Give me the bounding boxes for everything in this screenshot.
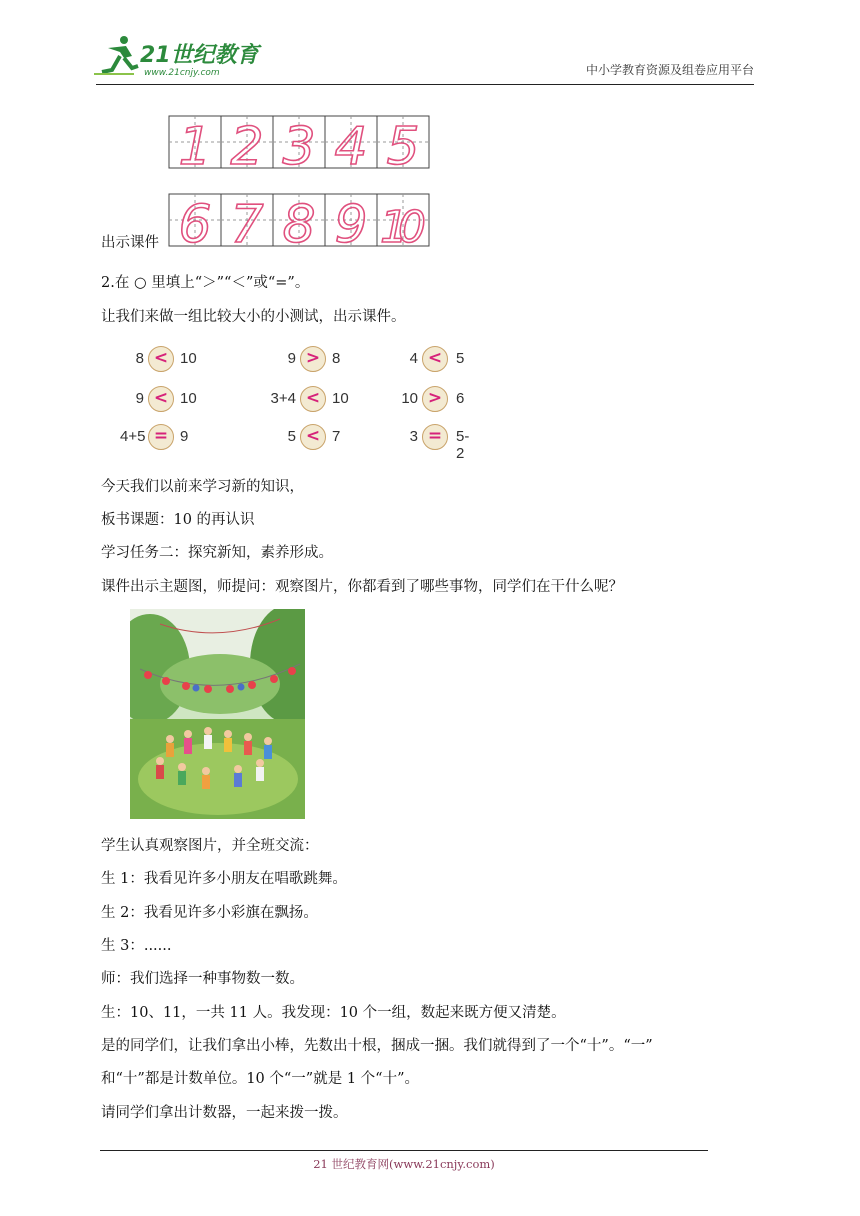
paragraph: 和“十”都是计数单位。10 个“一”就是 1 个“十”。 (101, 1071, 419, 1087)
student-answer-2: 生 2：我看见许多小彩旗在飘扬。 (101, 905, 318, 921)
comparison-left: 3 (409, 428, 418, 445)
comparison-operator: = (148, 424, 174, 450)
site-logo (94, 34, 264, 80)
digit-glyph: 7 (230, 195, 264, 247)
comparison-operator: < (300, 386, 326, 412)
logo-text: 21世纪教育 (140, 43, 259, 68)
comparison-operator: > (422, 386, 448, 412)
logo-url: www.21cnjy.com (144, 68, 220, 78)
comparison-right: 10 (332, 390, 349, 407)
digit-glyph: 10 (380, 202, 426, 247)
comparison-right: 8 (332, 350, 341, 367)
comparison-left: 4+5 (120, 428, 146, 445)
digit-cell (273, 116, 325, 169)
show-courseware-label: 出示课件 (101, 235, 159, 251)
digit-glyph: 2 (230, 117, 264, 169)
comparison-right: 9 (180, 428, 189, 445)
comparison-operator: < (148, 346, 174, 372)
comparison-right: 10 (180, 390, 197, 407)
digit-glyph: 1 (178, 117, 212, 169)
comparison-operator: < (422, 346, 448, 372)
digit-glyph: 4 (334, 117, 368, 169)
comparison-right: 5-2 (456, 428, 470, 462)
teacher-line: 师：我们选择一种事物数一数。 (101, 971, 304, 987)
theme-illustration (130, 609, 305, 819)
student-answer-3: 生 3：...... (101, 938, 172, 954)
comparison-left: 3+4 (270, 390, 296, 407)
paragraph: 学生认真观察图片，并全班交流： (101, 838, 319, 854)
digit-cell (377, 116, 429, 169)
comparison-right: 10 (180, 350, 197, 367)
comparison-left: 8 (135, 350, 144, 367)
digit-glyph: 8 (282, 195, 316, 247)
comparison-operator: < (148, 386, 174, 412)
student-answer-count: 生：10、11，一共 11 人。我发现：10 个一组，数起来既方便又清楚。 (101, 1005, 566, 1021)
comparison-left: 9 (287, 350, 296, 367)
platform-name: 中小学教育资源及组卷应用平台 (585, 63, 754, 77)
paragraph: 请同学们拿出计数器，一起来拨一拨。 (101, 1105, 348, 1121)
comparison-left: 10 (401, 390, 418, 407)
comparison-operator: > (300, 346, 326, 372)
digit-glyph: 6 (178, 195, 212, 247)
digit-cell (169, 116, 221, 169)
comparison-right: 5 (456, 350, 465, 367)
paragraph: 是的同学们，让我们拿出小棒，先数出十根，捆成一捆。我们就得到了一个“十”。“一” (101, 1038, 653, 1054)
runner-icon (94, 36, 138, 74)
digit-glyph: 5 (386, 117, 420, 169)
comparison-left: 5 (287, 428, 296, 445)
header-divider (96, 84, 754, 85)
quiz-intro: 让我们来做一组比较大小的小测试，出示课件。 (101, 309, 406, 325)
comparison-right: 7 (332, 428, 341, 445)
digit-cell (273, 194, 325, 247)
teacher-question: 课件出示主题图，师提问：观察图片，你都看到了哪些事物，同学们在干什么呢？ (101, 579, 623, 595)
digit-cell (169, 194, 221, 247)
digit-cell (221, 116, 273, 169)
comparison-operator: = (422, 424, 448, 450)
digit-grid-row-1 (168, 115, 430, 169)
digit-glyph: 9 (334, 195, 368, 247)
lesson-title: 板书课题：10 的再认识 (101, 512, 255, 528)
comparison-operator: < (300, 424, 326, 450)
task-2-heading: 2.在 ○ 里填上“＞”“＜”或“=”。 (101, 275, 310, 291)
comparison-left: 4 (409, 350, 418, 367)
student-answer-1: 生 1：我看见许多小朋友在唱歌跳舞。 (101, 871, 347, 887)
comparison-left: 9 (135, 390, 144, 407)
digit-glyph: 3 (282, 117, 316, 169)
task-heading: 学习任务二：探究新知，素养形成。 (101, 545, 333, 561)
paragraph: 今天我们以前来学习新的知识， (101, 479, 304, 495)
digit-cell (325, 116, 377, 169)
digit-cell (221, 194, 273, 247)
comparison-right: 6 (456, 390, 465, 407)
digit-grid-row-2 (168, 193, 430, 247)
footer-source: 21 世纪教育网(www.21cnjy.com) (313, 1157, 495, 1171)
digit-cell (325, 194, 377, 247)
footer-divider (100, 1150, 708, 1151)
digit-cell (377, 194, 429, 247)
